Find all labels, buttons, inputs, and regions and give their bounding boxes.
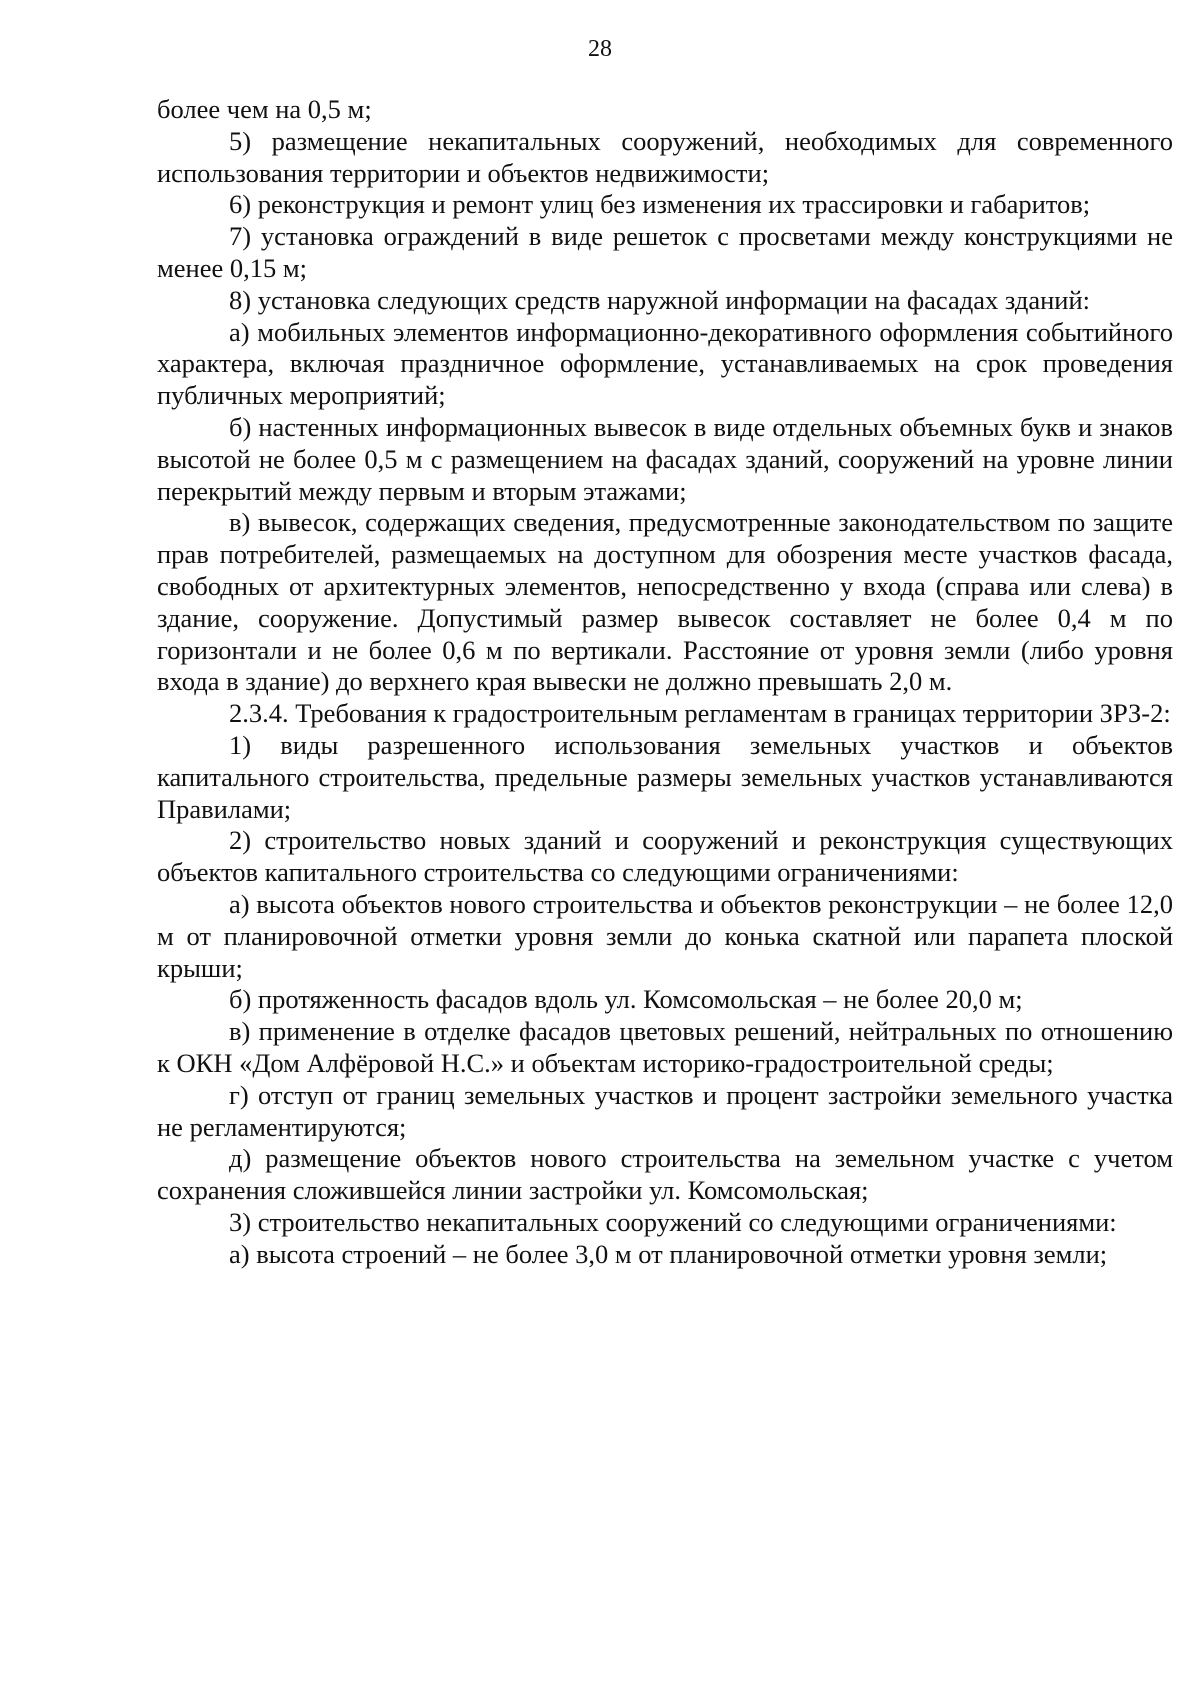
paragraph: 7) установка ограждений в виде решеток с просветами между конструкциями не менее 0,15 м; — [157, 221, 1173, 283]
paragraph: 1) виды разрешенного использования земельных участков и объектов капитального строительства, предельные размеры земельных участков устанавливаются Правилами; — [157, 729, 1173, 824]
paragraph: более чем на 0,5 м; — [157, 94, 372, 124]
page-number: 28 — [588, 36, 612, 62]
paragraph: в) применение в отделке фасадов цветовых решений, нейтральных по отношению к ОКН «Дом Алфёровой Н.С.» и объектам историко-градостроительной среды; — [157, 1016, 1173, 1078]
paragraph: 3) строительство некапитальных сооружений со следующими ограничениями: — [229, 1206, 1117, 1237]
paragraph: б) протяженность фасадов вдоль ул. Комсомольская – не более 20,0 м; — [229, 984, 1023, 1015]
paragraph: 6) реконструкция и ремонт улиц без изменения их трассировки и габаритов; — [229, 189, 1091, 220]
paragraph: 2.3.4. Требования к градостроительным регламентам в границах территории ЗРЗ-2: — [229, 698, 1171, 729]
document-body — [157, 94, 1173, 1270]
paragraph: а) мобильных элементов информационно-декоративного оформления событийного характера, включая праздничное оформление, устанавливаемых на срок проведения публичных мероприятий; — [157, 316, 1173, 411]
paragraph: а) высота строений – не более 3,0 м от планировочной отметки уровня земли; — [229, 1238, 1108, 1269]
paragraph: в) вывесок, содержащих сведения, предусмотренные законодательством по защите прав потребителей, размещаемых на доступном для обозрения месте участков фасада, свободных от архитектурных элементов, непосредственно у входа (справа или слева) в здание, сооружение. Допустимый размер вывесок составляет не более 0,4 м по горизонтали и не более 0,6 м по вертикали. Расстояние от уровня земли (либо уровня входа в здание) до верхнего края вывески не должно превышать 2,0 м. — [157, 507, 1173, 697]
paragraph: а) высота объектов нового строительства и объектов реконструкции – не более 12,0 м от планировочной отметки уровня земли до конька скатной или парапета плоской крыши; — [157, 888, 1173, 983]
paragraph: б) настенных информационных вывесок в виде отдельных объемных букв и знаков высотой не более 0,5 м с размещением на фасадах зданий, сооружений на уровне линии перекрытий между первым и вторым этажами; — [157, 411, 1173, 506]
paragraph: д) размещение объектов нового строительства на земельном участке с учетом сохранения сложившейся линии застройки ул. Комсомольская; — [157, 1143, 1173, 1206]
paragraph: 2) строительство новых зданий и сооружений и реконструкция существующих объектов капитального строительства со следующими ограничениями: — [157, 825, 1173, 888]
paragraph: 5) размещение некапитальных сооружений, необходимых для современного использования территории и объектов недвижимости; — [157, 125, 1173, 188]
paragraph: г) отступ от границ земельных участков и процент застройки земельного участка не регламентируются; — [157, 1079, 1173, 1142]
paragraph: 8) установка следующих средств наружной информации на фасадах зданий: — [229, 284, 1091, 315]
